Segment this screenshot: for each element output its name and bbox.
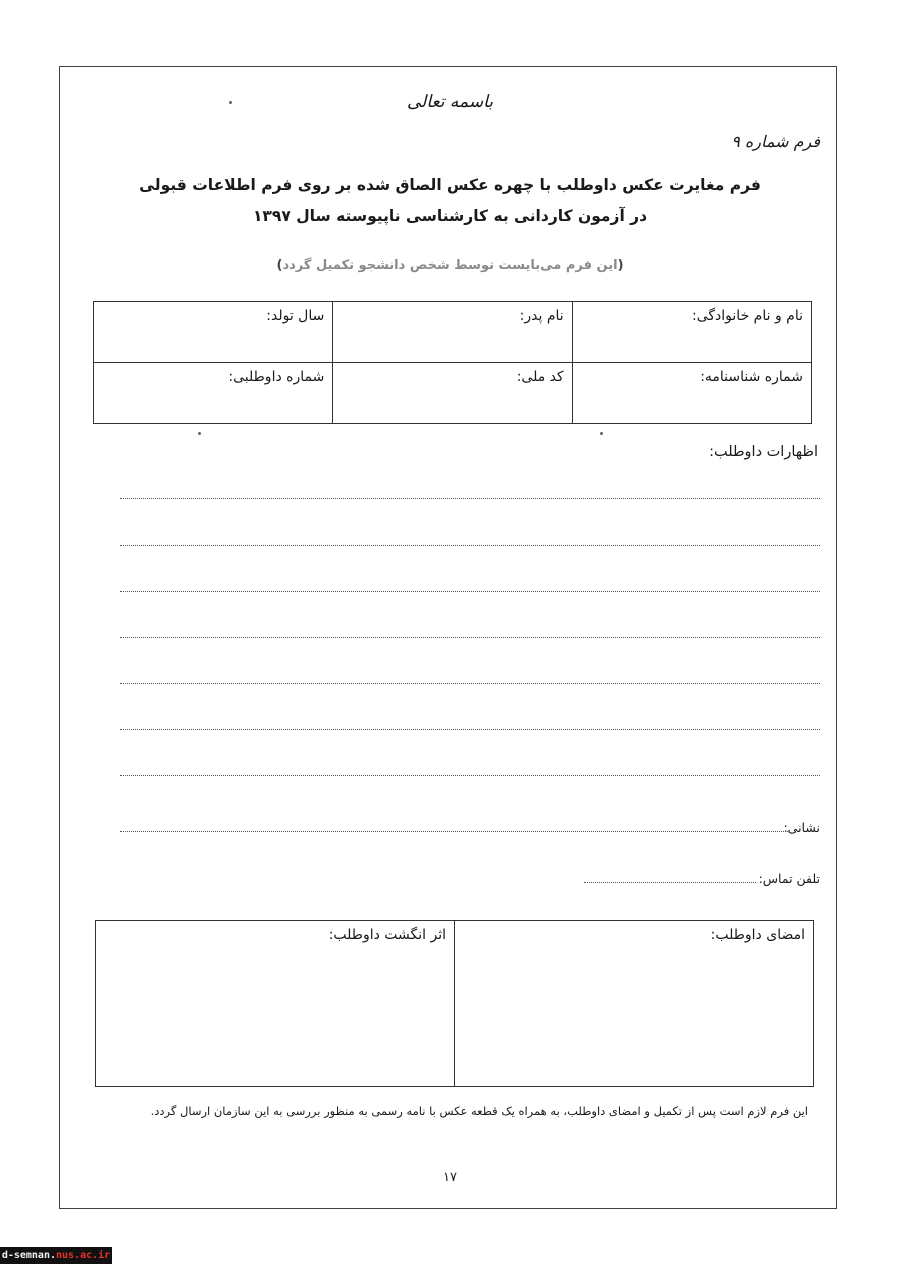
father-name-label: نام پدر:: [519, 308, 564, 324]
national-code-label: کد ملی:: [516, 369, 564, 385]
birth-year-label: سال تولد:: [266, 308, 325, 324]
signature-row: [96, 921, 814, 1087]
info-row-2: [94, 363, 812, 424]
address-label: نشانی:: [783, 820, 820, 835]
watermark-prefix: d-semnan.: [1, 1250, 56, 1261]
id-number-label: شماره شناسنامه:: [700, 369, 803, 385]
id-number-cell[interactable]: [572, 363, 811, 424]
form-number: فرم شماره ۹: [731, 132, 820, 151]
scan-speck: [229, 101, 232, 104]
site-watermark: [0, 1247, 112, 1264]
footer-note: این فرم لازم است پس از تکمیل و امضای داوطلب، به همراه یک قطعه عکس با نامه رسمی به منظور بررسی به این سازمان ارسال گردد.: [150, 1104, 808, 1118]
family-name-cell[interactable]: [572, 302, 811, 363]
signature-table: [95, 920, 814, 1087]
applicant-number-label: شماره داوطلبی:: [228, 369, 325, 385]
statement-line[interactable]: [120, 545, 820, 546]
fingerprint-box[interactable]: [96, 921, 455, 1087]
statements-label: اظهارات داوطلب:: [709, 444, 818, 460]
statement-line[interactable]: [120, 591, 820, 592]
father-name-cell[interactable]: [333, 302, 572, 363]
statement-line[interactable]: [120, 729, 820, 730]
signature-label: امضای داوطلب:: [710, 927, 805, 943]
form-title-line1: فرم مغایرت عکس داوطلب با چهره عکس الصاق شده بر روی فرم اطلاعات قبولی: [139, 176, 761, 194]
signature-box[interactable]: [455, 921, 814, 1087]
applicant-info-table: [93, 301, 812, 424]
birth-year-cell[interactable]: [94, 302, 333, 363]
phone-label: تلفن تماس:: [758, 871, 820, 886]
statement-line[interactable]: [120, 775, 820, 776]
note-open-paren: (: [617, 258, 624, 273]
phone-field[interactable]: [584, 882, 756, 883]
scan-speck: [198, 432, 201, 435]
statement-line[interactable]: [120, 683, 820, 684]
fingerprint-label: اثر انگشت داوطلب:: [328, 927, 446, 943]
address-field[interactable]: [120, 831, 788, 832]
statement-line[interactable]: [120, 637, 820, 638]
national-code-cell[interactable]: [333, 363, 572, 424]
note-text: این فرم می‌بایست توسط شخص دانشجو تکمیل گردد: [282, 258, 618, 273]
note-close-paren: ): [276, 258, 283, 273]
page-number: ۱۷: [443, 1170, 457, 1185]
applicant-number-cell[interactable]: [94, 363, 333, 424]
form-title-line2: در آزمون کاردانی به کارشناسی ناپیوسته سال ۱۳۹۷: [252, 207, 648, 225]
statement-line[interactable]: [120, 498, 820, 499]
family-name-label: نام و نام خانوادگی:: [692, 308, 803, 324]
info-row-1: [94, 302, 812, 363]
watermark-domain: nus.ac.ir: [56, 1250, 111, 1261]
invocation-heading: باسمه تعالی: [407, 92, 493, 112]
scan-speck: [600, 432, 603, 435]
form-instruction-note: [100, 258, 800, 273]
